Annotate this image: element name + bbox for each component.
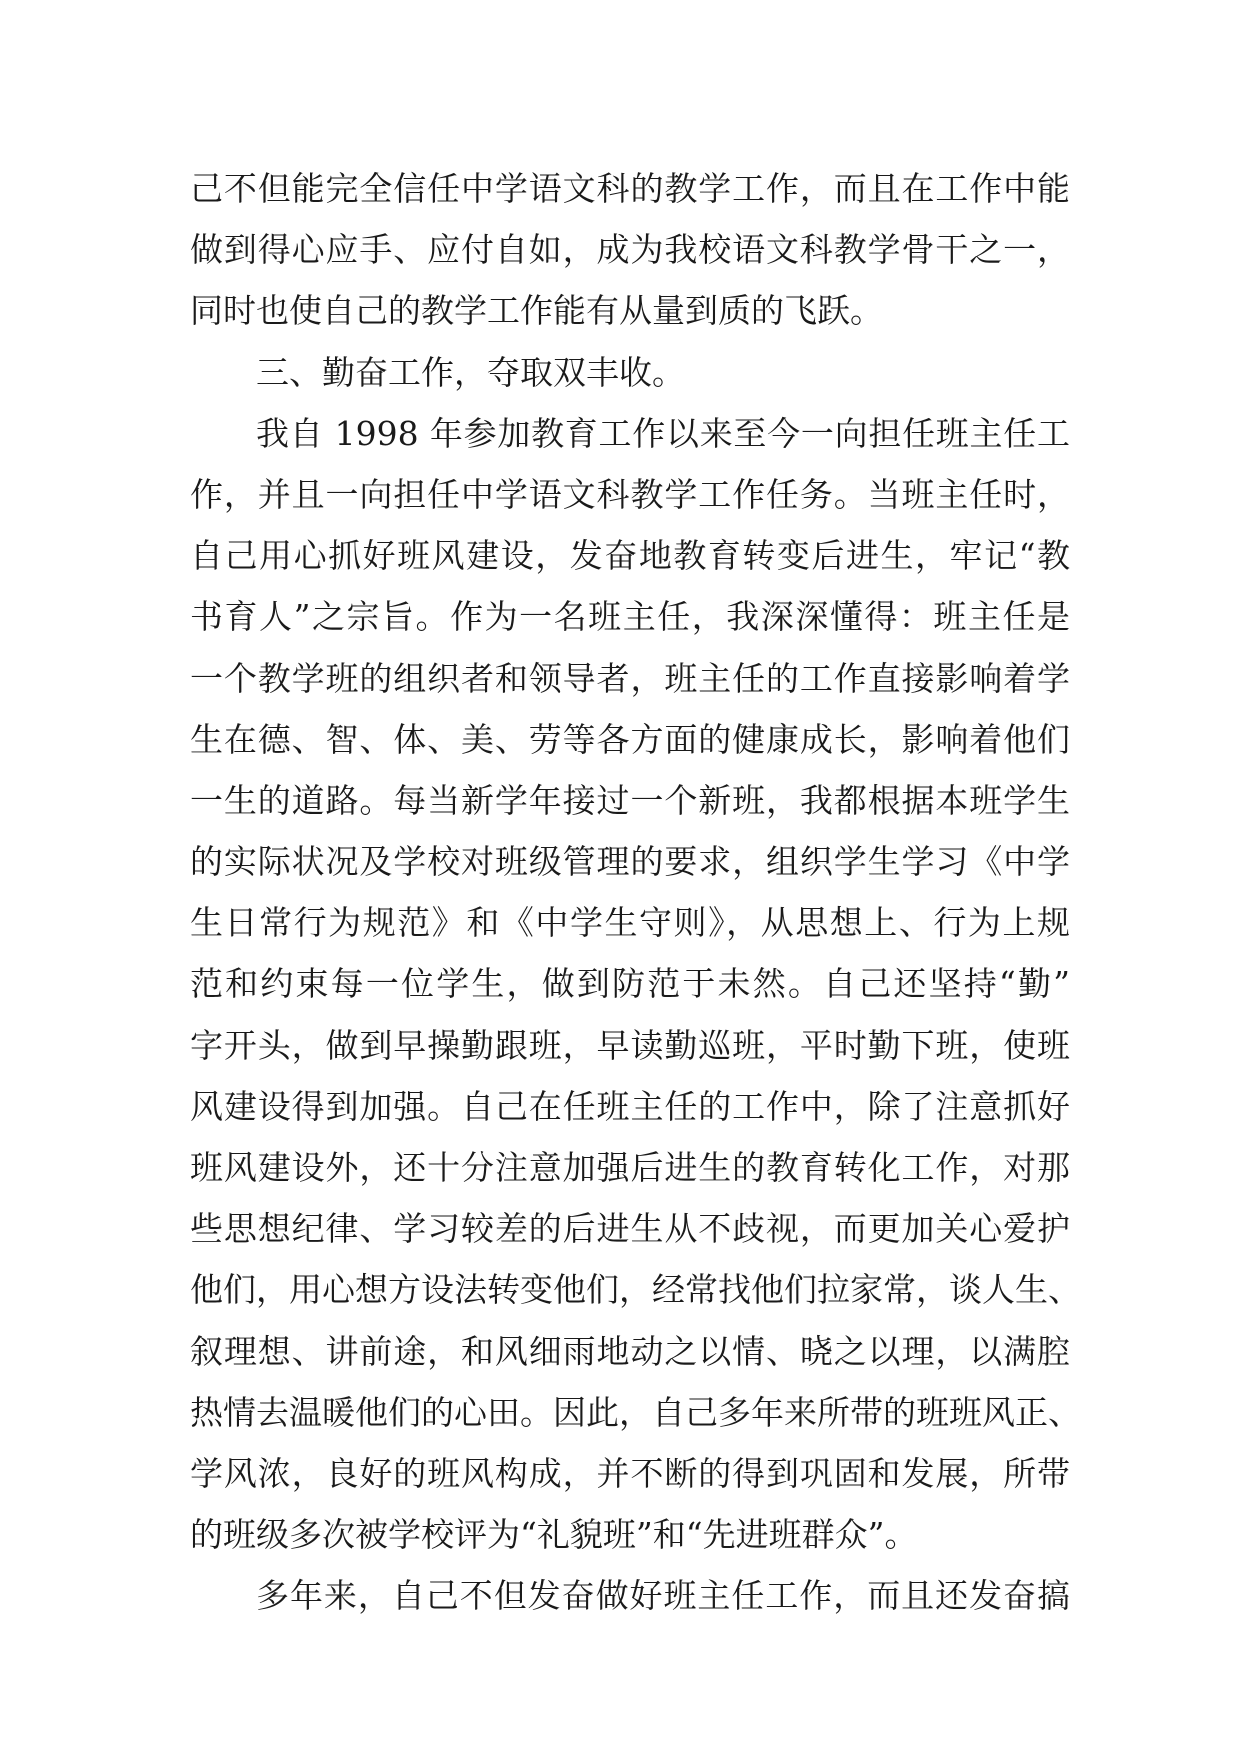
text-line: 生日常行为规范》和《中学生守则》，从思想上、行为上规: [190, 903, 1070, 943]
text-line: 学风浓，良好的班风构成，并不断的得到巩固和发展，所带: [190, 1453, 1070, 1493]
text-line: 作，并且一向担任中学语文科教学工作任务。当班主任时，: [190, 474, 1070, 514]
text-line: 生在德、智、体、美、劳等各方面的健康成长，影响着他们: [190, 719, 1070, 759]
text-line: 风建设得到加强。自己在任班主任的工作中，除了注意抓好: [190, 1086, 1070, 1126]
text-line: 班风建设外，还十分注意加强后进生的教育转化工作，对那: [190, 1148, 1070, 1187]
text-line: 的班级多次被学校评为“礼貌班”和“先进班群众”。: [190, 1515, 918, 1555]
body-text: [190, 158, 1081, 1627]
text-line: 一个教学班的组织者和领导者，班主任的工作直接影响着学: [190, 658, 1070, 698]
text-line: 书育人”之宗旨。作为一名班主任，我深深懂得：班主任是: [190, 597, 1070, 637]
text-line: 自己用心抓好班风建设，发奋地教育转变后进生，牢记“教: [190, 536, 1070, 576]
text-line: 的实际状况及学校对班级管理的要求，组织学生学习《中学: [190, 842, 1070, 882]
text-line: 一生的道路。每当新学年接过一个新班，我都根据本班学生: [190, 780, 1070, 820]
text-line: 同时也使自己的教学工作能有从量到质的飞跃。: [190, 291, 883, 331]
text-line: 多年来，自己不但发奋做好班主任工作，而且还发奋搞: [256, 1576, 1070, 1616]
text-line: 叙理想、讲前途，和风细雨地动之以情、晓之以理，以满腔: [190, 1331, 1070, 1371]
text-line: 己不但能完全信任中学语文科的教学工作，而且在工作中能: [190, 169, 1070, 208]
text-line: 做到得心应手、应付自如，成为我校语文科教学骨干之一，: [190, 230, 1070, 270]
text-line: 些思想纪律、学习较差的后进生从不歧视，而更加关心爱护: [190, 1209, 1070, 1249]
text-line: 他们，用心想方设法转变他们，经常找他们拉家常，谈人生、: [190, 1270, 1081, 1310]
text-line: 字开头，做到早操勤跟班，早读勤巡班，平时勤下班，使班: [190, 1025, 1070, 1065]
text-line: 范和约束每一位学生，做到防范于未然。自己还坚持“勤”: [190, 964, 1070, 1004]
text-line: 热情去温暖他们的心田。因此，自己多年来所带的班班风正、: [190, 1392, 1081, 1432]
text-line: 我自 1998 年参加教育工作以来至今一向担任班主任工: [256, 413, 1070, 453]
text-line: 三、勤奋工作，夺取双丰收。: [256, 352, 685, 392]
